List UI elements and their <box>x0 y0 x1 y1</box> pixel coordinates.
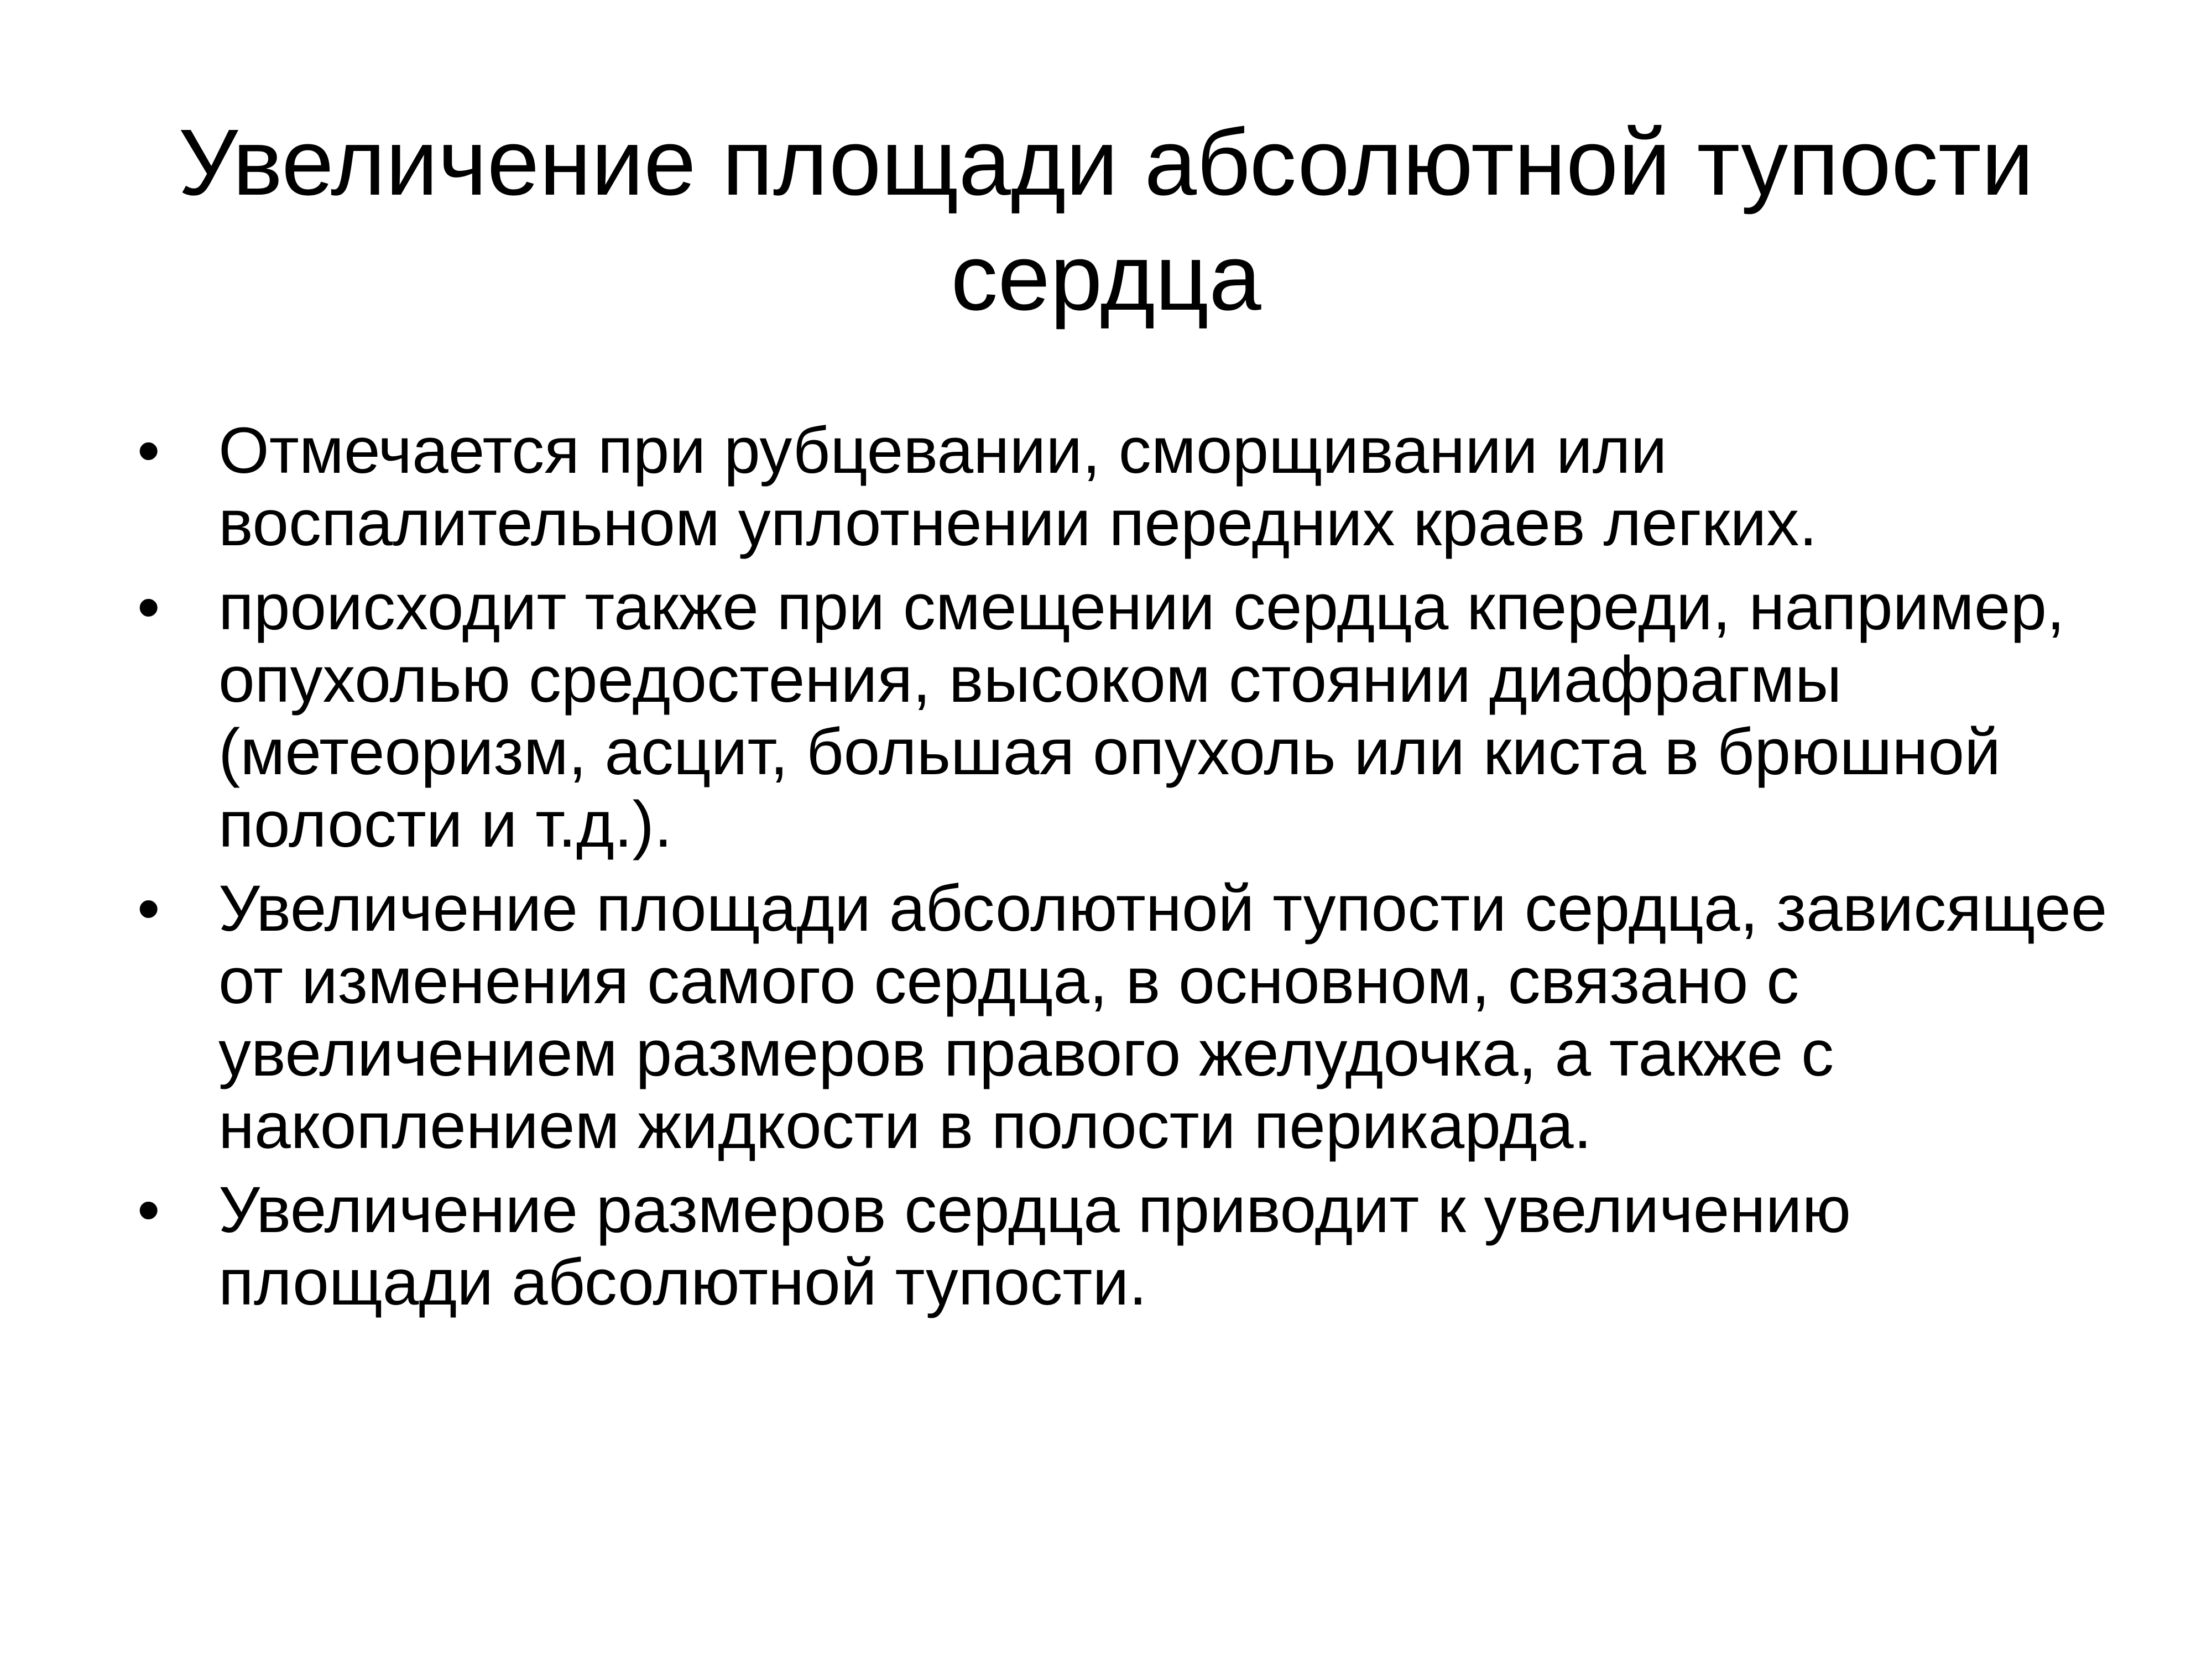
bullet-list <box>129 415 2120 1331</box>
bullet-text: Увеличение размеров сердца приводит к увеличению площади абсолютной тупости. <box>218 1173 1851 1319</box>
bullet-dot-icon: • <box>137 872 160 945</box>
bullet-dot-icon: • <box>137 1173 160 1246</box>
bullet-item <box>129 571 2120 861</box>
bullet-item <box>129 873 2120 1162</box>
bullet-item <box>129 415 2120 560</box>
bullet-dot-icon: • <box>137 414 160 487</box>
bullet-text: Увеличение площади абсолютной тупости сердца, зависящее от изменения самого сердца, в основном, связано с увеличением размеров правого желудочка, а также с накоплением жидкости в полости перикарда. <box>218 872 2107 1162</box>
bullet-dot-icon: • <box>137 571 160 644</box>
bullet-text: происходит также при смещении сердца кпереди, например, опухолью средостения, высоком стоянии диафрагмы (метеоризм, асцит, большая опухоль или киста в брюшной полости и т.д.). <box>218 571 2065 861</box>
slide-title: Увеличение площади абсолютной тупости сердца <box>178 110 2034 330</box>
bullet-item <box>129 1174 2120 1319</box>
bullet-text: Отмечается при рубцевании, сморщивании или воспалительном уплотнении передних краев легких. <box>218 414 1818 560</box>
